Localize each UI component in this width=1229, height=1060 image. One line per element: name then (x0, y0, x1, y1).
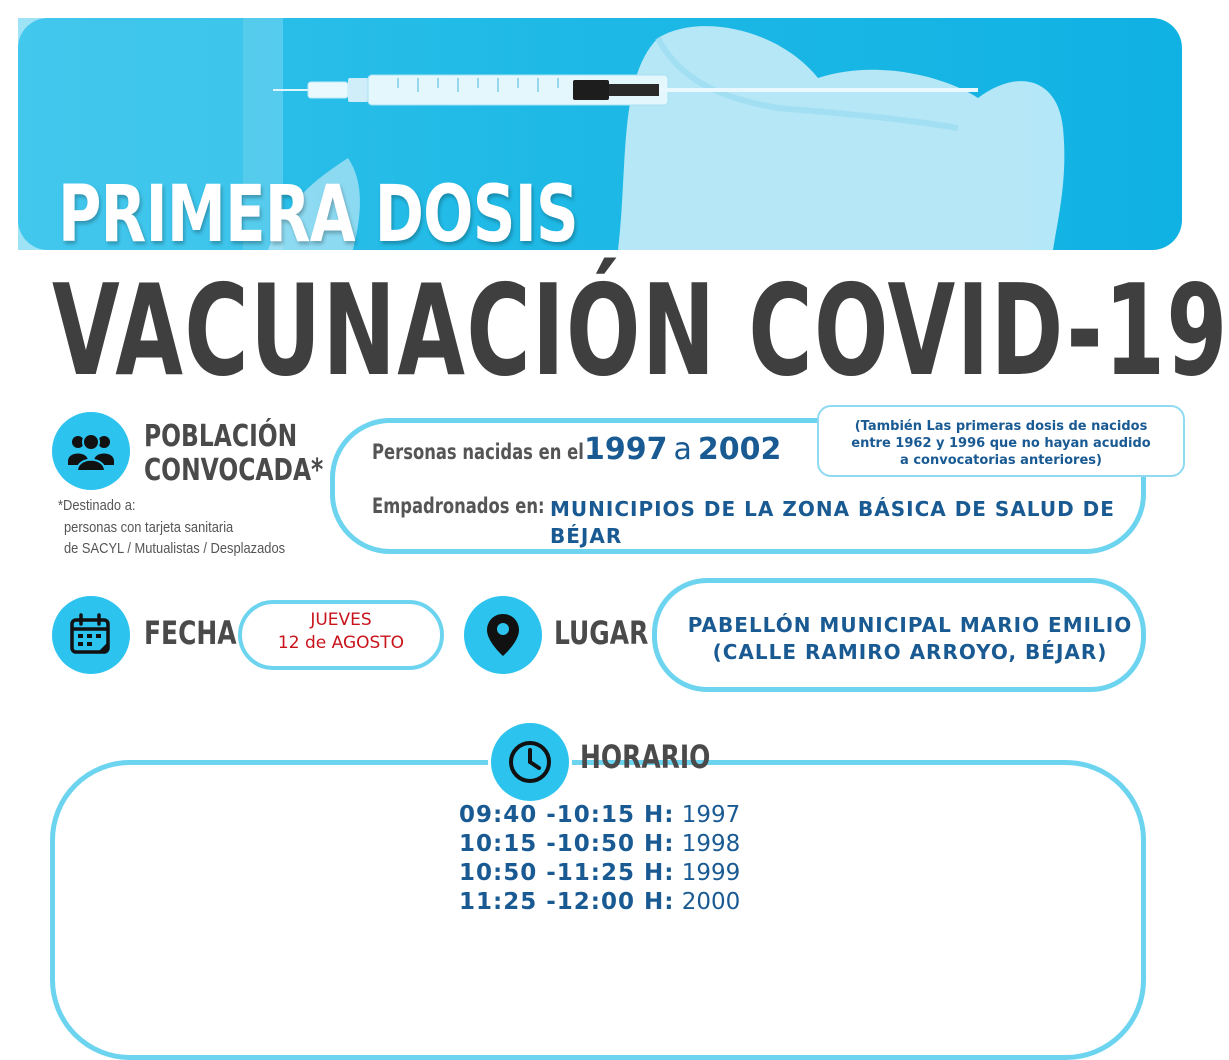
main-title: VACUNACIÓN COVID-19 (52, 257, 1229, 404)
year-from: 1997 (584, 432, 668, 467)
slot-time: 09:40 -10:15 H: (459, 802, 675, 828)
year-connector: a (673, 432, 692, 467)
fecha-label: FECHA (144, 614, 237, 652)
destinado-line2: de SACYL / Mutualistas / Desplazados (64, 540, 286, 557)
hero-title: PRIMERA DOSIS (58, 170, 578, 260)
note-line3: a convocatorias anteriores) (900, 453, 1102, 468)
clock-icon (491, 723, 569, 801)
slot-year: 1997 (681, 802, 741, 828)
slot-year: 2000 (681, 889, 741, 915)
birth-year-range (584, 432, 781, 467)
empadronados-label: Empadronados en: (372, 494, 545, 518)
note-line2: entre 1962 y 1996 que no hayan acudido (851, 436, 1151, 451)
horario-slot (459, 830, 740, 859)
slot-year: 1998 (681, 831, 741, 857)
hero-banner (18, 18, 1182, 260)
lugar-label: LUGAR (554, 614, 649, 652)
note-line1: (También Las primeras dosis de nacidos (854, 419, 1148, 434)
horario-slot (459, 888, 740, 917)
nacidas-label: Personas nacidas en el (372, 440, 584, 464)
destinado-heading: *Destinado a: (58, 497, 136, 514)
people-group-icon (52, 412, 130, 490)
horario-list (459, 801, 740, 917)
lugar-line2: (CALLE RAMIRO ARROYO, BÉJAR) (712, 640, 1108, 664)
lugar-line1: PABELLÓN MUNICIPAL MARIO EMILIO (687, 613, 1133, 637)
date-pill (238, 600, 444, 670)
slot-time: 11:25 -12:00 H: (459, 889, 675, 915)
slot-time: 10:15 -10:50 H: (459, 831, 675, 857)
location-pin-icon (464, 596, 542, 674)
horario-slot (459, 801, 740, 830)
poblacion-label-line2: CONVOCADA* (144, 453, 324, 488)
calendar-icon (52, 596, 130, 674)
lugar-address (640, 612, 1180, 666)
horario-slot (459, 859, 740, 888)
municipios-text: MUNICIPIOS DE LA ZONA BÁSICA DE SALUD DE BÉJAR (550, 497, 1115, 548)
destinado-text (64, 517, 285, 559)
destinado-line1: personas con tarjeta sanitaria (64, 519, 234, 536)
horario-label: HORARIO (580, 738, 711, 776)
fecha-day: JUEVES (310, 610, 372, 630)
poblacion-label-line1: POBLACIÓN (144, 419, 298, 454)
slot-time: 10:50 -11:25 H: (459, 860, 675, 886)
slot-year: 1999 (681, 860, 741, 886)
poblacion-label (144, 420, 323, 488)
year-to: 2002 (697, 432, 782, 467)
fecha-date: 12 de AGOSTO (277, 633, 405, 653)
note-box (817, 405, 1185, 477)
